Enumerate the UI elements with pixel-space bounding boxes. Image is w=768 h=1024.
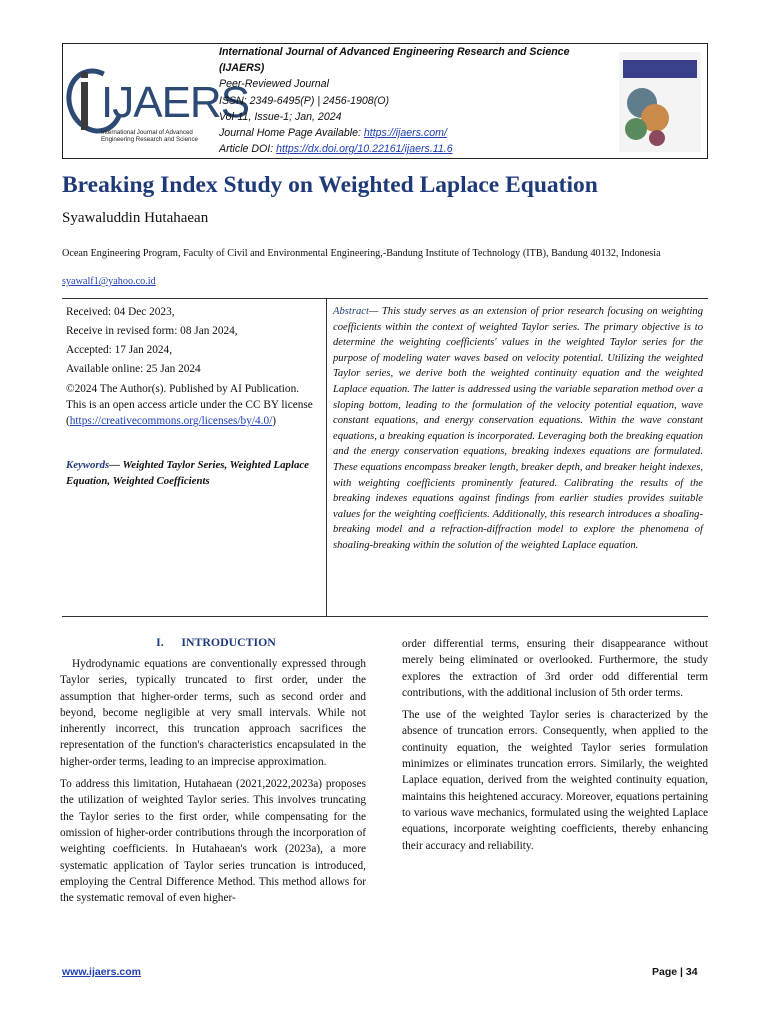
license-link[interactable]: https://creativecommons.org/licenses/by/4.0/ xyxy=(69,415,273,427)
journal-info xyxy=(219,44,609,157)
doi-label: Article DOI: xyxy=(219,143,277,156)
body-column-right xyxy=(402,636,708,860)
homepage-label: Journal Home Page Available: xyxy=(219,127,364,140)
info-box-bottom-rule xyxy=(62,616,326,617)
author-name: Syawaluddin Hutahaean xyxy=(62,210,209,226)
cover-graphic xyxy=(625,118,647,140)
journal-header xyxy=(62,43,708,159)
cover-title-band xyxy=(623,60,697,78)
body-paragraph: To address this limitation, Hutahaean (2021,2022,2023a) proposes the utilization of weighted Taylor series. This involves truncating the Taylor series to the first order, while compensating for the omission of higher-order contributions through the incorporation of weighting coefficients. In Hutahaean's work (2023a), a more systematic application of Taylor series truncation is introduced, employing the Central Difference Method. This method allows for the systematic removal of even higher- xyxy=(60,778,366,905)
body-column-left xyxy=(60,656,366,912)
keywords-text: — Weighted Taylor Series, Weighted Laplace Equation, Weighted Coefficients xyxy=(66,459,309,487)
license-text: ©2024 The Author(s). Published by AI Publication. This is an open access article under the CC BY license ( xyxy=(66,383,313,427)
online-date: Available online: 25 Jan 2024 xyxy=(66,363,201,375)
journal-abbr: (IJAERS) xyxy=(219,62,265,75)
received-date: Received: 04 Dec 2023, xyxy=(66,306,175,318)
accepted-date: Accepted: 17 Jan 2024, xyxy=(66,344,173,356)
info-box-top-rule xyxy=(62,298,708,299)
body-paragraph: The use of the weighted Taylor series is characterized by the absence of truncation errors. Consequently, when applied to the continuity equation, the weighted Taylor series formulation minimizes or eliminates truncation errors. Similarly, the weighted Laplace equation, derived from the weighted continuity equation, maintains this heightened accuracy. Moreover, equations pertaining to various wave mechanics, formulated using the weighted Laplace equations, incorporate weighting coefficients, thereby enhancing their accuracy and reliability. xyxy=(402,709,708,852)
logo-subtitle: International Journal of Advanced Engineering Research and Science xyxy=(101,129,198,143)
logo-bar xyxy=(81,82,88,130)
abstract-label: Abstract xyxy=(333,306,369,317)
keywords xyxy=(66,457,320,489)
body-paragraph: order differential terms, ensuring their disappearance without merely being eliminated or overlooked. Furthermore, the study explores the extraction of 3rd order odd differential term contributions, with the additional inclusion of 5th order terms. xyxy=(402,638,708,699)
paper-title: Breaking Index Study on Weighted Laplace Equation xyxy=(62,172,598,198)
homepage-link[interactable]: https://ijaers.com/ xyxy=(363,127,447,140)
journal-cover-image xyxy=(619,52,701,152)
keywords-label: Keywords xyxy=(66,459,110,471)
section-number: I. xyxy=(156,635,164,649)
journal-logo xyxy=(67,66,250,146)
footer-website-link[interactable]: www.ijaers.com xyxy=(62,966,141,978)
info-box-divider xyxy=(326,298,327,616)
homepage-line xyxy=(219,125,609,141)
page-number: Page | 34 xyxy=(652,966,698,978)
cover-graphic xyxy=(649,130,665,146)
license-statement xyxy=(66,381,318,429)
section-title: INTRODUCTION xyxy=(181,635,276,649)
author-email-link[interactable]: syawalf1@yahoo.co.id xyxy=(62,276,156,287)
abstract-text: — This study serves as an extension of prior research focusing on weighting coefficients within the context of weighted Taylor series. The primary objective is to determine the weighting coefficients' values in the weighted Taylor series for the purpose of modeling water waves based on velocity potential. Utilizing the weighted Taylor series, we derive both the weighted continuity equation and the weighted Laplace equation. The latter is addressed using the variable separation method over a sloping bottom, leading to the formulation of the velocity potential equation, wave constant equations, and energy conservation equations. Within the wave constant equations, a breaking equation is incorporated. Leveraging both the breaking equation and the energy conservation equations, breaking indexes equations are formulated. These equations encompass breaker length, breaker depth, and breaker height indexes, with weighting coefficients prominently featured. Calibrating the results of the breaking indexes equations against findings from earlier studies provides suitable values for the weighting coefficients. Additionally, this research introduces a shoaling-breaking model and a refraction-diffraction model to explore the phenomena of shoaling-breaking within the solution of the weighted Laplace equation. xyxy=(333,306,703,551)
abstract xyxy=(333,304,703,554)
volume-issue: Vol-11, Issue-1; Jan, 2024 xyxy=(219,110,342,123)
journal-name: International Journal of Advanced Engineering Research and Science xyxy=(219,46,570,58)
logo-wordmark: IJAERS xyxy=(101,78,250,127)
info-box-bottom-rule xyxy=(326,616,708,617)
section-heading xyxy=(62,635,370,650)
issn: ISSN: 2349-6495(P) | 2456-1908(O) xyxy=(219,94,389,107)
article-history xyxy=(66,303,318,429)
revised-date: Receive in revised form: 08 Jan 2024, xyxy=(66,325,238,337)
doi-line xyxy=(219,141,609,157)
license-close: ) xyxy=(272,415,277,427)
doi-link[interactable]: https://dx.doi.org/10.22161/ijaers.11.6 xyxy=(276,143,453,156)
peer-reviewed-label: Peer-Reviewed Journal xyxy=(219,78,329,91)
body-paragraph: Hydrodynamic equations are conventionally expressed through Taylor series, typically truncated to first order, under the assumption that higher-order terms, such as second order and beyond, become negligible at very small intervals. While not inherently incorrect, this truncation approach sacrifices the representation of the function's characteristics encapsulated in the higher-order terms, leading to an imprecise approximation. xyxy=(60,658,366,768)
logo-bar xyxy=(81,72,88,78)
author-affiliation: Ocean Engineering Program, Faculty of Civil and Environmental Engineering,-Bandung Institute of Technology (ITB), Bandung 40132, Indonesia xyxy=(62,248,661,259)
